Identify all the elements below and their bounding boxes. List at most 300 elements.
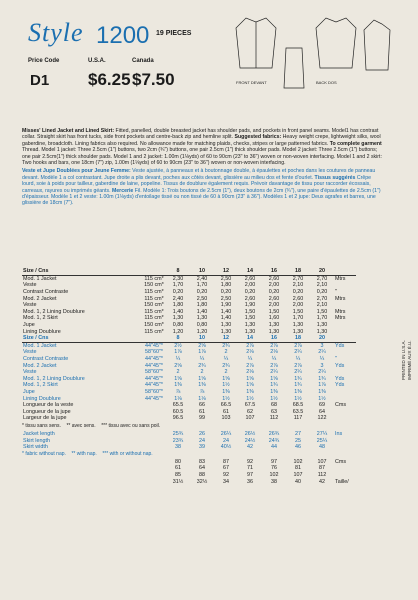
yardage-value: 1⅛ [198,395,206,402]
garment-sketches [226,8,396,104]
unit-label [334,369,356,376]
yardage-value: 1,30 [268,322,280,329]
body-measure-value: 88 [199,471,205,478]
metric-notes [22,423,390,429]
yardage-value: 1½ [222,382,230,389]
measure-value: 25 [295,437,301,444]
row-label: Longueur de la jupe [23,408,71,415]
body-measure-value: 40 [295,478,301,485]
table-row [22,395,356,402]
row-label: Lining Doublure [23,395,61,402]
yardage-value: 1⅝ [246,375,254,382]
size-heading: 18 [286,335,310,342]
unit-label: Yds [335,382,345,389]
row-label: Mod. 2 Jacket [23,362,57,369]
envelope-header [0,0,418,126]
yardage-value: 0,20 [220,289,232,296]
yardage-value: 2,60 [292,295,304,302]
jacket-model2-sketch [364,20,390,70]
spacer [142,431,166,438]
unit-label [334,328,356,335]
yardage-value: ¼ [247,356,253,363]
yardage-value: 2,50 [220,295,232,302]
fabric-width: 150 cm* [144,302,164,309]
row-label: Veste [23,369,37,376]
row-label [22,472,142,479]
fabric-width: 44"45"* [145,382,163,389]
unit-label [334,465,356,472]
body-measure-value: 36 [247,478,253,485]
yardage-value: 2¾ [222,342,230,349]
body-measure-value: 38 [271,478,277,485]
unit-label: Mtrs [335,315,346,322]
yardage-value: 1½ [246,395,254,402]
yardage-value: 1⅛ [174,395,182,402]
table-row [22,349,356,356]
skirt-sketch [284,48,304,88]
yardage-value: 1⅜ [318,388,326,395]
unit-label: Yds [335,362,345,369]
fabrics-title: Suggested fabrics: [234,134,282,141]
description-text: Fitted, panelled, double breasted jacket has shoulder pads, and pockets in front panel seams. Model1 has contrast collar. Straight skirt has front tucks, side front pockets and centre-back zip and hemline split. [22,128,379,141]
fabric-width: 58"60"* [145,369,163,376]
yardage-value: 2,40 [172,295,184,302]
yardage-value: 1,90 [244,302,256,309]
yardage-value: 1½ [222,395,230,402]
yardage-value: 0,80 [196,322,208,329]
measure-value: 26¼ [220,430,232,437]
size-heading: 10 [190,335,214,342]
table-row [22,322,356,329]
yardage-value: 1,40 [220,315,232,322]
table-row [22,275,356,282]
fabric-width: 115 cm* [144,308,164,315]
body-measure-value: 85 [175,471,181,478]
spacer [142,458,166,465]
sketch-label-back: BACK DOS [316,80,337,85]
table-row [22,382,356,389]
sketch-label-front: FRONT DEVANT [236,80,267,85]
size-heading: 20 [310,268,334,275]
yardage-value: 1,30 [196,315,208,322]
unit-label [334,437,356,444]
yardage-value: 2,00 [268,302,280,309]
yardage-value: 1,30 [244,322,256,329]
yardage-value: 2,40 [196,275,208,282]
yardage-value: 2¼ [318,369,326,376]
yardage-value: 2,00 [268,282,280,289]
table-row [22,478,356,485]
measure-value: 26½ [244,430,256,437]
measure-value: 39 [199,444,205,451]
fabric-width: 115 cm* [144,295,164,302]
unit-label: Mtrs [335,295,346,302]
measure-value: 69 [319,402,325,409]
brand-logo: Style [28,18,84,47]
unit-label: Cms [335,402,347,409]
measure-value: 67.5 [244,402,256,409]
measure-value: 25¾ [172,430,184,437]
yardage-value: 1,30 [244,328,256,335]
yardage-value: 3 [320,362,324,369]
row-label: Contrast Contraste [23,356,69,363]
complete-text: Thread. Model 1 jacket: Three 2.5cm (1") buttons, two 2cm (¾") buttons, one pair 2.5cm (1") thick shoulder pads. Model 2 jacket: Three 2.5cm (1") buttons; one pair 2.5cm(1") thick shoulder pads. Model 1 and 2 jacket: 1.00m (1⅛yds) of 60 to 90cm (23" to 36") woven or non-woven interfacing. Model 1 and 2 skirt: Two hooks and bars, one 18cm (7") zip, 1.00m (1⅛yds) of 60 to 90cm (23" to 36") woven or non-woven interfacing. [22,147,382,167]
body-measure-value: 92 [247,458,253,465]
spacer [142,408,166,415]
body-measure-value: 67 [223,465,229,472]
yardage-value: 2,10 [316,302,328,309]
yardage-value: ¼ [199,356,205,363]
row-label: Lining Doublure [23,328,61,335]
row-label: Jupe [23,388,35,395]
yardage-value: 1,80 [172,302,184,309]
yardage-value: 1,80 [220,282,232,289]
yardage-value: 2⅞ [270,362,278,369]
measure-value: 48 [319,444,325,451]
yardage-value: 0,20 [268,289,280,296]
yardage-value: 2 [176,369,180,376]
yardage-value: 0,80 [172,322,184,329]
row-label: Mod. 1, 2 Skirt [23,315,58,322]
yardage-value: 1,30 [292,322,304,329]
measure-value: 62 [247,408,253,415]
table-row [22,376,356,383]
yardage-value: 1¾ [318,375,326,382]
row-label: Mod. 2 Jacket [23,295,57,302]
body-measure-value: 83 [199,458,205,465]
unit-label: Mtrs [335,308,346,315]
yardage-value: 2,50 [196,295,208,302]
table-row [22,458,356,465]
fabric-width: 150 cm* [144,282,164,289]
complete-fr-text: Fil. Modèle 1: Trois boutons de 2.5cm (1"), deux boutons de 2cm (¾"), une paire d'épaulettes de 2.5cm (1") d'épaisseur. Modèle 1 et 2 veste: 1.00m (1⅛yds) d'entoilage tissé ou non tissé de 60 à 90cm (23" à 36"). Modèles 1 et 2 jupe: Deux agrafes et barres, une glissière de 18cm (7"). [22,187,381,207]
size-heading: 12 [214,268,238,275]
yardage-value: 1,50 [268,308,280,315]
size-heading: 8 [166,335,190,342]
row-label: Mod. 1, 2 Lining Doublure [23,375,85,382]
table-row [22,362,356,369]
unit-label: Yds [335,375,345,382]
yardage-value: 2,60 [268,275,280,282]
table-row [22,328,356,335]
yardage-value: 1⅞ [318,382,326,389]
body-measure-value: 31½ [172,478,184,485]
yardage-value: 1⅝ [246,382,254,389]
unit-label: " [335,289,337,296]
measure-value: 68 [271,402,277,409]
yardage-value: 1,80 [196,302,208,309]
yardage-value: 1⅜ [174,382,182,389]
yardage-value: 1⅝ [198,375,206,382]
yardage-value: 0,20 [316,289,328,296]
row-label: Veste [23,282,37,289]
spacer [142,444,166,451]
unit-label: Taille/ [335,478,349,485]
yardage-value: 2⅞ [270,342,278,349]
side-print-text [395,300,413,590]
table-row [22,389,356,396]
finished-metric-table [22,402,356,422]
table-row [22,315,356,322]
table-row [22,465,356,472]
row-label: Longueur de la veste [23,402,74,409]
fabric-width: 44"45"* [145,375,163,382]
size-label: Size / Cns [22,335,142,342]
yardage-value: 1,70 [172,282,184,289]
row-label: Mod. 1 Jacket [23,275,57,282]
yardage-value: 2,70 [316,295,328,302]
fabric-width: 58"60"* [145,388,163,395]
body-measure-value: 42 [319,478,325,485]
yardage-value: 2⅛ [246,349,254,356]
fabric-width: 44"45"* [145,362,163,369]
yardage-value: 1,50 [244,315,256,322]
yardage-value: 2⅞ [246,342,254,349]
size-header-row [22,268,356,275]
body-measure-value: 107 [317,458,327,465]
yardage-value: 1½ [270,395,278,402]
yardage-value: ¼ [223,356,229,363]
yardage-value: 2¼ [318,349,326,356]
table-row [22,431,356,438]
yardage-value: 0,20 [172,289,184,296]
measure-value: 68.5 [292,402,304,409]
body-measure-value: 102 [269,471,279,478]
imperial-table [22,335,356,402]
measure-value: 96.5 [172,415,184,422]
yardage-value: 2⅞ [294,362,302,369]
body-measure-value: 87 [319,465,325,472]
table-row [22,282,356,289]
spacer [142,472,166,479]
measure-value: 63.5 [292,408,304,415]
body-measure-value: 97 [271,458,277,465]
size-heading: 12 [214,335,238,342]
size-heading: 18 [286,268,310,275]
yardage-value: ¼ [319,356,325,363]
table-row [22,289,356,296]
yardage-value: ⅞ [199,388,205,395]
unit-label: Mtrs [335,275,346,282]
yardage-value: 3 [320,342,324,349]
size-label: Size / Cns [22,268,142,275]
unit-label: " [335,356,337,363]
note-without: * fabric without nap. [22,451,66,458]
note-either: *** with or without nap. [102,451,153,458]
measure-value: 24½ [244,437,256,444]
row-label: Skirt length [23,437,50,444]
note-with: ** with nap. [71,451,97,458]
body-measurements-table [22,458,356,484]
unit-label: Cms [335,458,347,465]
size-heading: 16 [262,335,286,342]
yardage-value: 1,40 [220,308,232,315]
yardage-tables [22,268,390,485]
printed-in-usa: PRINTED IN U.S.A. [401,340,406,380]
canada-price: $7.50 [132,70,175,89]
yardage-value: 1⅝ [270,375,278,382]
imperial-notes [22,451,390,457]
fabric-width: 115 cm* [144,328,164,335]
yardage-value: 2,60 [268,295,280,302]
unit-label [334,472,356,479]
yardage-value: 2⅞ [294,342,302,349]
size-header-row [22,335,356,342]
measure-value: 38 [175,444,181,451]
table-row [22,402,356,409]
body-measure-value: 92 [223,471,229,478]
yardage-value: 1⅞ [198,349,206,356]
yardage-value: 1¾ [270,382,278,389]
yardage-value: 1⅜ [270,388,278,395]
measure-value: 65.5 [172,402,184,409]
table-row [22,369,356,376]
description-fr [22,168,384,206]
header-spacer [142,335,166,342]
measure-value: 117 [293,415,303,422]
body-measure-value: 102 [293,458,303,465]
spacer [142,415,166,422]
row-label: Mod. 1, 2 Skirt [23,382,58,389]
yardage-value: 1,60 [268,315,280,322]
row-label [22,458,142,465]
yardage-value: 1,30 [292,328,304,335]
fabrics-fr-text: Crêpe lourd, soie à poids pour tailleur, gaberdine de laine, popeline. Tissus de doublure également requis. Prévoir davantage de tissu pour raccorder écossais, carreaux, rayures ou imprimés géants. [22,174,371,194]
yardage-value: 1,70 [196,282,208,289]
table-row [22,444,356,451]
measure-value: 42 [247,444,253,451]
yardage-value: 1⅝ [222,375,230,382]
body-measure-value: 64 [199,465,205,472]
yardage-value: 1,20 [172,328,184,335]
spacer [142,402,166,409]
price-code: D1 [30,72,50,89]
fabric-width: 44"45"* [145,342,163,349]
body-measure-value: 107 [293,471,303,478]
yardage-value: ¼ [295,356,301,363]
usa-price: $6.25 [88,70,131,89]
unit-label [334,322,356,329]
measure-value: 99 [199,415,205,422]
table-row [22,342,356,349]
unit-label [334,408,356,415]
table-row [22,356,356,363]
jacket-front-sketch [236,18,276,68]
yardage-value: 1½ [318,395,326,402]
yardage-value: 2,10 [292,282,304,289]
yardage-value: 1¾ [294,375,302,382]
table-row [22,437,356,444]
yardage-value: 2 [224,369,228,376]
yardage-value: 2¾ [222,362,230,369]
yardage-value: 2¼ [294,369,302,376]
yardage-value: 1,30 [172,315,184,322]
yardage-value: 2⅞ [246,362,254,369]
header-unit [334,335,356,342]
yardage-value: 1⅜ [294,388,302,395]
measure-value: 24 [199,437,205,444]
row-label: Skirt width [23,444,48,451]
fabric-width: 115 cm* [144,289,164,296]
spacer [142,437,166,444]
measure-value: 26¾ [268,430,280,437]
measure-value: 64 [319,408,325,415]
note-sans: * tissu sans sens. [22,422,61,429]
measure-value: 66.5 [220,402,232,409]
yardage-value: 2,30 [172,275,184,282]
row-label: Mod. 1 Jacket [23,342,57,349]
yardage-value: 2,70 [292,275,304,282]
size-heading: 20 [310,335,334,342]
yardage-value: 2,00 [244,282,256,289]
measure-value: 24 [223,437,229,444]
measure-value: 23¾ [172,437,184,444]
unit-label [334,282,356,289]
yardage-value: 2⅝ [174,362,182,369]
measure-value: 46 [295,444,301,451]
yardage-value: 2⅛ [246,369,254,376]
note-poil: *** tissu avec ou sans poil. [101,422,161,429]
yardage-value: 2⅝ [198,342,206,349]
yardage-value: 1,50 [292,308,304,315]
yardage-value: 1⅜ [198,382,206,389]
fabric-width: 58"60"* [145,349,163,356]
fabrics-text: Heavy weight crepe, lightweight silks, wool gaberdine, broadcloth. Lining fabrics also required. No allowance made for matching plaids, checks, stripes or large patterned fabrics. [22,134,381,147]
fabrics-fr-title: Tissus suggérés [314,174,356,181]
pieces-count: 19 PIECES [156,30,192,37]
yardage-value: 2 [224,349,228,356]
body-measure-value: 34 [223,478,229,485]
size-heading: 14 [238,335,262,342]
row-label: Largeur de la jupe [23,415,67,422]
spacer [142,478,166,485]
complete-fr-title: Mercerie [111,187,134,194]
row-label: Jupe [23,322,35,329]
yardage-value: 2 [200,369,204,376]
yardage-value: 1⅜ [246,388,254,395]
yardage-value: 1,20 [196,328,208,335]
table-row [22,302,356,309]
unit-label [334,302,356,309]
yardage-value: 1,90 [220,302,232,309]
yardage-value: 0,20 [292,289,304,296]
unit-label: Ins [335,430,343,437]
size-heading: 14 [238,268,262,275]
row-label: Jacket length [23,430,55,437]
measure-value: 61 [223,408,229,415]
table-row [22,295,356,302]
description-en [22,128,384,166]
body-measure-value: 87 [223,458,229,465]
body-measure-value: 71 [247,465,253,472]
yardage-value: 1,70 [292,315,304,322]
fabric-width: 44"45"* [145,356,163,363]
measure-value: 107 [245,415,255,422]
body-measure-value: 97 [247,471,253,478]
note-avec: ** avec sens. [66,422,96,429]
header-spacer [142,268,166,275]
yardage-value: 2¼ [294,349,302,356]
finished-imperial-table [22,431,356,451]
row-label: Contrast Contraste [23,289,69,296]
usa-label: U.S.A. [88,58,106,64]
row-label [22,478,142,485]
yardage-value: 2,70 [316,275,328,282]
yardage-value: 0,20 [244,289,256,296]
yardage-value: 2,10 [316,282,328,289]
yardage-value: 1,50 [244,308,256,315]
fabric-width: 115 cm* [144,315,164,322]
